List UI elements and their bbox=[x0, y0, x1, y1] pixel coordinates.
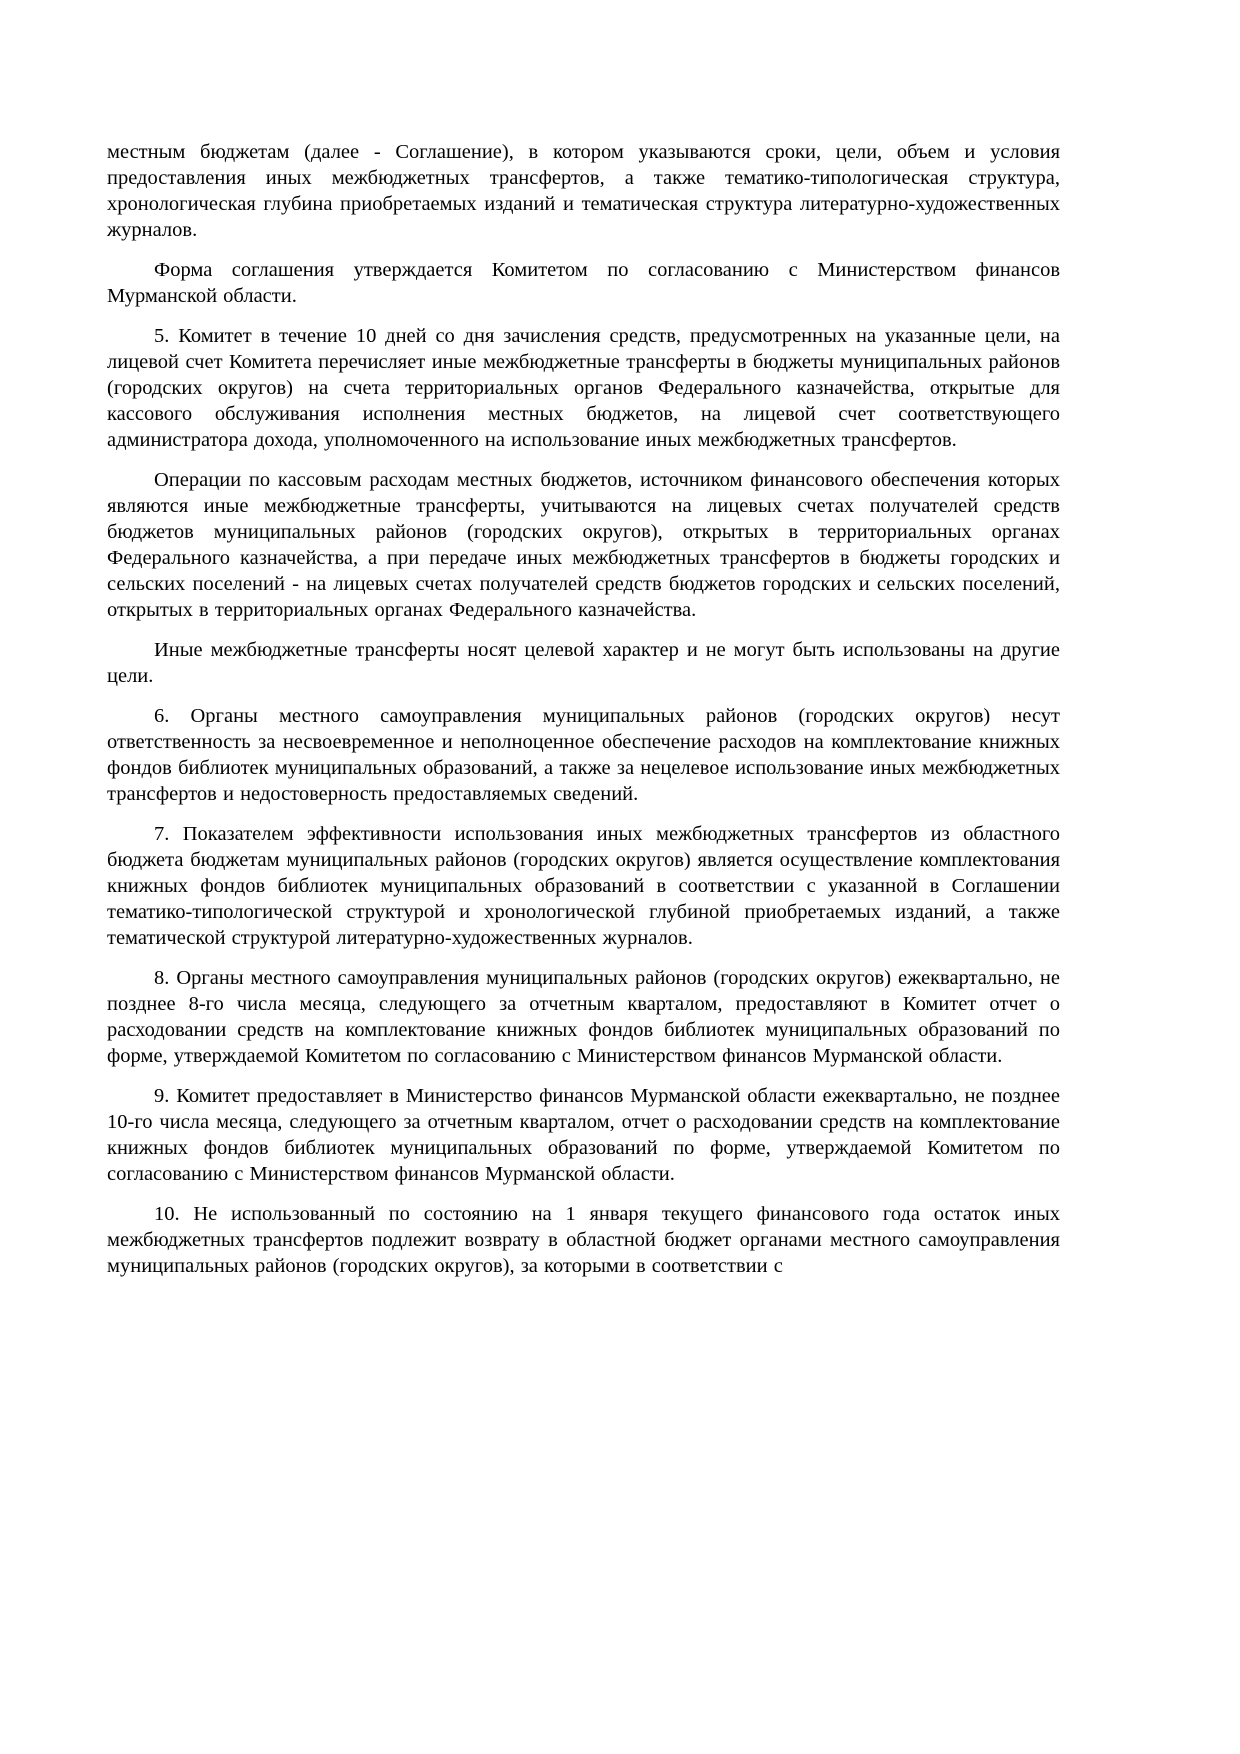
paragraph-target-purpose: Иные межбюджетные трансферты носят целевой характер и не могут быть использованы на другие цели. bbox=[107, 639, 1060, 687]
paragraph-continuation: местным бюджетам (далее - Соглашение), в котором указываются сроки, цели, объем и условия предоставления иных межбюджетных трансфертов, а также тематико-типологическая структура, хронологическая глубина приобретаемых изданий и тематическая структура литературно-художественных журналов. bbox=[107, 141, 1060, 241]
paragraph-item-6: 6. Органы местного самоуправления муниципальных районов (городских округов) несут ответственность за несвоевременное и неполноценное обеспечение расходов на комплектование книжных фондов библиотек муниципальных образований, а также за нецелевое использование иных межбюджетных трансфертов и недостоверность предоставляемых сведений. bbox=[107, 705, 1060, 805]
paragraph-item-7: 7. Показателем эффективности использования иных межбюджетных трансфертов из областного бюджета бюджетам муниципальных районов (городских округов) является осуществление комплектования книжных фондов библиотек муниципальных образований в соответствии с указанной в Соглашении тематико-типологической структурой и хронологической глубиной приобретаемых изданий, а также тематической структурой литературно-художественных журналов. bbox=[107, 823, 1060, 949]
paragraph-item-10: 10. Не использованный по состоянию на 1 января текущего финансового года остаток иных межбюджетных трансфертов подлежит возврату в областной бюджет органами местного самоуправления муниципальных районов (городских округов), за которыми в соответствии с bbox=[107, 1203, 1060, 1277]
paragraph-agreement-form: Форма соглашения утверждается Комитетом по согласованию с Министерством финансов Мурманской области. bbox=[107, 259, 1060, 307]
paragraph-item-9: 9. Комитет предоставляет в Министерство финансов Мурманской области ежеквартально, не позднее 10-го числа месяца, следующего за отчетным кварталом, отчет о расходовании средств на комплектование книжных фондов библиотек муниципальных образований по форме, утверждаемой Комитетом по согласованию с Министерством финансов Мурманской области. bbox=[107, 1085, 1060, 1185]
paragraph-item-5: 5. Комитет в течение 10 дней со дня зачисления средств, предусмотренных на указанные цели, на лицевой счет Комитета перечисляет иные межбюджетные трансферты в бюджеты муниципальных районов (городских округов) на счета территориальных органов Федерального казначейства, открытые для кассового обслуживания исполнения местных бюджетов, на лицевой счет соответствующего администратора дохода, уполномоченного на использование иных межбюджетных трансфертов. bbox=[107, 325, 1060, 451]
paragraph-cash-operations: Операции по кассовым расходам местных бюджетов, источником финансового обеспечения которых являются иные межбюджетные трансферты, учитываются на лицевых счетах получателей средств бюджетов муниципальных районов (городских округов), открытых в территориальных органах Федерального казначейства, а при передаче иных межбюджетных трансфертов в бюджеты городских и сельских поселений - на лицевых счетах получателей средств бюджетов городских и сельских поселений, открытых в территориальных органах Федерального казначейства. bbox=[107, 469, 1060, 621]
paragraph-item-8: 8. Органы местного самоуправления муниципальных районов (городских округов) ежеквартально, не позднее 8-го числа месяца, следующего за отчетным кварталом, предоставляют в Комитет отчет о расходовании средств на комплектование книжных фондов библиотек муниципальных образований по форме, утверждаемой Комитетом по согласованию с Министерством финансов Мурманской области. bbox=[107, 967, 1060, 1067]
